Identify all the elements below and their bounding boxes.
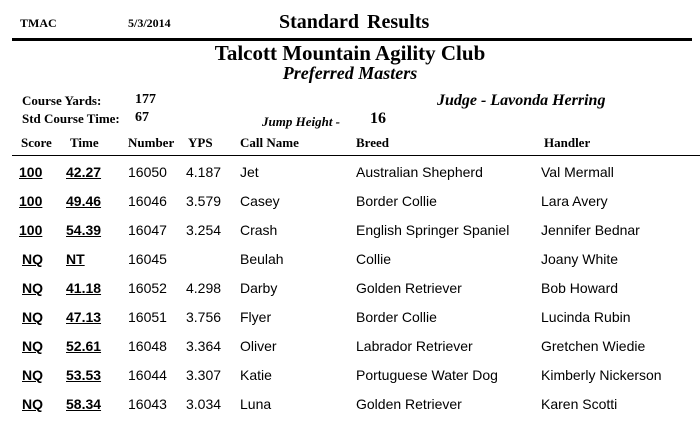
judge-name: Judge - Lavonda Herring [437, 92, 606, 109]
jump-height-value: 16 [370, 110, 386, 127]
row-handler: Lucinda Rubin [541, 309, 631, 325]
row-score: NQ [22, 251, 43, 267]
row-breed: English Springer Spaniel [356, 222, 510, 238]
row-time: 53.53 [66, 367, 102, 383]
row-number: 16046 [128, 193, 167, 209]
row-time: 49.46 [66, 193, 102, 209]
row-yps: 3.579 [186, 193, 222, 209]
row-breed: Border Collie [356, 309, 437, 325]
row-call-name: Flyer [240, 309, 272, 325]
row-yps: 3.364 [186, 338, 222, 354]
row-breed: Australian Shepherd [356, 164, 483, 180]
row-breed: Golden Retriever [356, 396, 462, 412]
row-handler: Kimberly Nickerson [541, 367, 662, 383]
row-breed: Portuguese Water Dog [356, 367, 498, 383]
row-number: 16051 [128, 309, 167, 325]
jump-height-label: Jump Height - [262, 114, 341, 129]
row-time: 41.18 [66, 280, 102, 296]
row-time: 54.39 [66, 222, 102, 238]
row-number: 16043 [128, 396, 167, 412]
row-call-name: Casey [240, 193, 280, 209]
row-score: 100 [19, 164, 43, 180]
column-header-score: Score [21, 135, 52, 150]
class-name: Preferred Masters [282, 63, 418, 83]
row-call-name: Katie [240, 367, 272, 383]
row-number: 16044 [128, 367, 167, 383]
row-breed: Collie [356, 251, 392, 267]
row-breed: Golden Retriever [356, 280, 462, 296]
row-number: 16052 [128, 280, 167, 296]
course-yards-label: Course Yards: [22, 93, 102, 108]
row-yps: 3.307 [186, 367, 222, 383]
row-handler: Val Mermall [541, 164, 614, 180]
row-time: NT [66, 251, 85, 267]
row-score: NQ [22, 367, 43, 383]
row-score: NQ [22, 396, 43, 412]
row-number: 16048 [128, 338, 167, 354]
std-course-time-label: Std Course Time: [22, 111, 120, 126]
column-header-breed: Breed [356, 135, 389, 150]
column-header-call-name: Call Name [240, 135, 299, 150]
row-handler: Joany White [541, 251, 619, 267]
row-yps: 4.298 [186, 280, 222, 296]
row-handler: Lara Avery [541, 193, 608, 209]
row-call-name: Beulah [240, 251, 284, 267]
row-handler: Bob Howard [541, 280, 619, 296]
row-call-name: Luna [240, 396, 272, 412]
row-time: 52.61 [66, 338, 102, 354]
row-yps: 3.034 [186, 396, 222, 412]
row-handler: Gretchen Wiedie [541, 338, 646, 354]
row-score: NQ [22, 338, 43, 354]
row-breed: Labrador Retriever [356, 338, 473, 354]
row-time: 47.13 [66, 309, 102, 325]
row-handler: Jennifer Bednar [541, 222, 640, 238]
row-handler: Karen Scotti [541, 396, 618, 412]
column-header-yps: YPS [188, 135, 213, 150]
row-call-name: Darby [240, 280, 278, 296]
row-score: 100 [19, 193, 43, 209]
row-number: 16050 [128, 164, 167, 180]
row-time: 58.34 [66, 396, 102, 412]
row-number: 16047 [128, 222, 167, 238]
column-header-time: Time [70, 135, 99, 150]
event-date: 5/3/2014 [128, 16, 171, 30]
results-title: Standard Results [279, 11, 430, 33]
club-name: Talcott Mountain Agility Club [214, 41, 486, 65]
column-header-handler: Handler [544, 135, 591, 150]
row-score: 100 [19, 222, 43, 238]
row-yps: 3.254 [186, 222, 222, 238]
org-abbreviation: TMAC [20, 16, 57, 30]
row-time: 42.27 [66, 164, 102, 180]
row-number: 16045 [128, 251, 167, 267]
row-call-name: Jet [240, 164, 259, 180]
row-call-name: Oliver [240, 338, 277, 354]
row-yps: 4.187 [186, 164, 222, 180]
row-breed: Border Collie [356, 193, 437, 209]
row-score: NQ [22, 309, 43, 325]
row-score: NQ [22, 280, 43, 296]
column-header-number: Number [128, 135, 175, 150]
row-yps: 3.756 [186, 309, 222, 325]
row-call-name: Crash [240, 222, 278, 238]
std-course-time-value: 67 [135, 110, 149, 125]
course-yards-value: 177 [135, 92, 156, 107]
column-header-divider [12, 155, 700, 156]
